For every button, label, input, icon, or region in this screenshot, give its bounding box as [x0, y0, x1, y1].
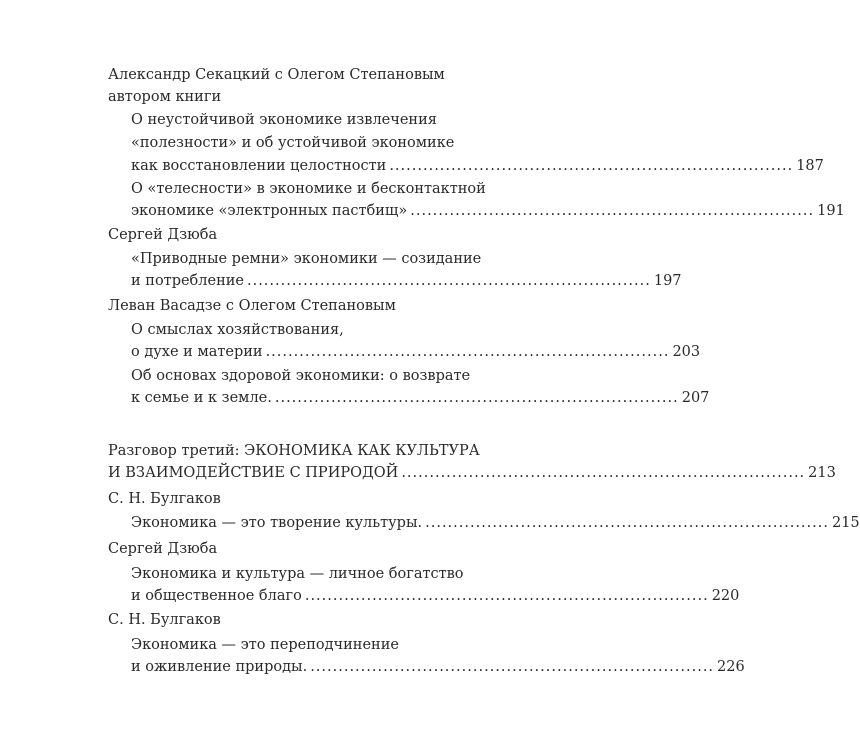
toc-item-leader-line[interactable] [131, 587, 740, 605]
page-number: 215 [831, 515, 860, 531]
toc-author: Сергей Дзюба [108, 541, 218, 557]
leader-dots: ........................................................................ [389, 158, 794, 174]
toc-section-title: И ВЗАИМОДЕЙСТВИЕ С ПРИРОДОЙ [108, 465, 399, 481]
toc-author: Сергей Дзюба [108, 227, 218, 243]
toc-item-leader-line[interactable] [131, 389, 710, 407]
toc-item-title: к семье и к земле. [131, 390, 272, 406]
page-number: 203 [672, 344, 701, 360]
toc-item-title: Об основах здоровой экономики: о возврате [131, 368, 471, 384]
leader-dots: ........................................................................ [304, 588, 709, 604]
toc-item-title: как восстановлении целостности [131, 158, 387, 174]
leader-dots: ........................................................................ [401, 465, 806, 481]
toc-author: Леван Васадзе с Олегом Степановым [108, 298, 396, 314]
toc-item-leader-line[interactable] [131, 157, 824, 175]
toc-item-leader-line[interactable] [131, 272, 682, 290]
toc-section-leader-line[interactable] [108, 464, 836, 482]
toc-item-title: Экономика — это творение культуры. [131, 515, 423, 531]
toc-item-title: О смыслах хозяйствования, [131, 322, 344, 338]
toc-item-title: о духе и материи [131, 344, 263, 360]
toc-item-leader-line[interactable] [131, 658, 745, 676]
toc-item-title: и общественное благо [131, 588, 302, 604]
page-number: 226 [717, 659, 745, 675]
toc-item-title: экономике «электронных пастбищ» [131, 203, 408, 219]
toc-author: Александр Секацкий с Олегом Степановым [108, 67, 445, 83]
toc-author: С. Н. Булгаков [108, 612, 221, 628]
page-number: 213 [808, 465, 836, 481]
toc-section-title: Разговор третий: ЭКОНОМИКА КАК КУЛЬТУРА [108, 443, 480, 459]
toc-item-title: и потребление [131, 273, 244, 289]
toc-item-title: «полезности» и об устойчивой экономике [131, 135, 455, 151]
toc-item-title: О «телесности» в экономике и бесконтактной [131, 181, 486, 197]
toc-item-title: Экономика и культура — личное богатство [131, 566, 464, 582]
toc-item-title: О неустойчивой экономике извлечения [131, 112, 437, 128]
toc-item-leader-line[interactable] [131, 514, 860, 532]
leader-dots: ........................................................................ [410, 203, 815, 219]
leader-dots: ........................................................................ [265, 344, 670, 360]
toc-item-title: «Приводные ремни» экономики — созидание [131, 251, 482, 267]
leader-dots: ........................................................................ [246, 273, 651, 289]
toc-item-title: и оживление природы. [131, 659, 308, 675]
page-number: 191 [817, 203, 845, 219]
toc-author: С. Н. Булгаков [108, 491, 221, 507]
toc-item-title: Экономика — это переподчинение [131, 637, 399, 653]
page-number: 197 [653, 273, 682, 289]
leader-dots: ........................................................................ [274, 390, 679, 406]
toc-item-leader-line[interactable] [131, 202, 845, 220]
page-number: 207 [681, 390, 710, 406]
toc-item-leader-line[interactable] [131, 343, 701, 361]
page-number: 187 [796, 158, 824, 174]
leader-dots: ........................................................................ [310, 659, 715, 675]
toc-author: автором книги [108, 89, 222, 105]
page-number: 220 [711, 588, 740, 604]
leader-dots: ........................................................................ [425, 515, 829, 531]
